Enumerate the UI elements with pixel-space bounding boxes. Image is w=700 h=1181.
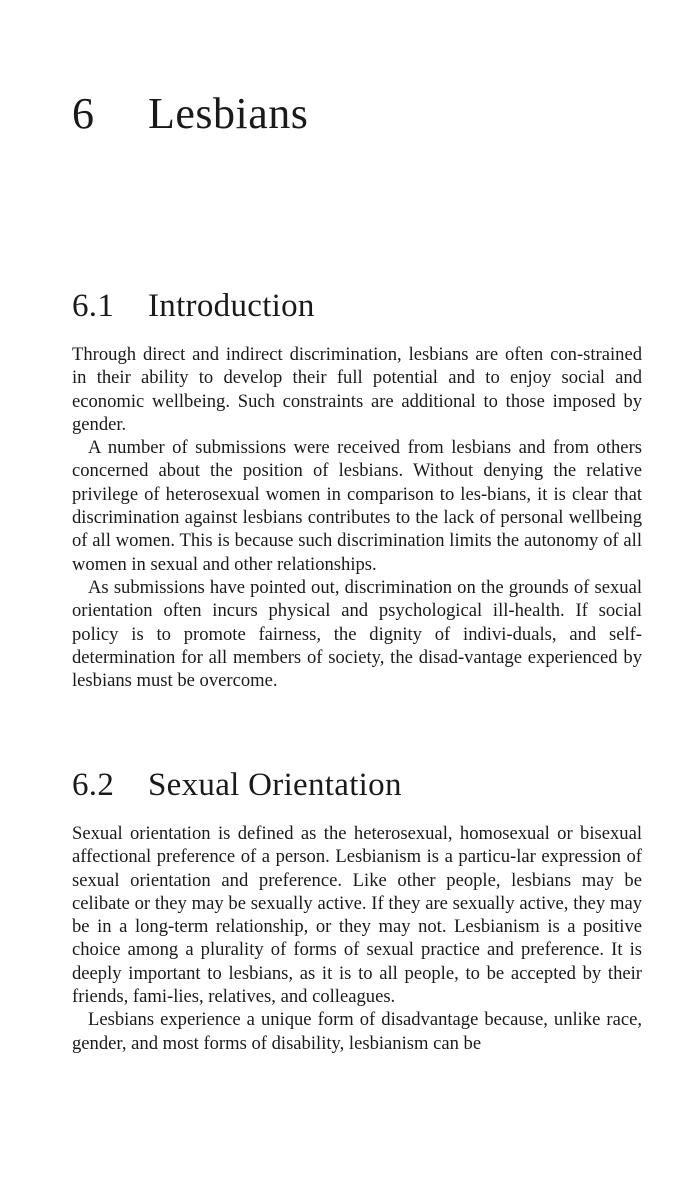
- chapter-heading: [72, 89, 309, 138]
- section-heading-introduction: [72, 290, 315, 323]
- paragraph: As submissions have pointed out, discrimination on the grounds of sexual orientation often incurs physical and psychological ill-health. If social policy is to promote fairness, the dignity of indivi-duals, and self-determination for all members of society, the disad-vantage experienced by lesbians must be overcome.: [72, 576, 642, 692]
- section-number: 6.1: [72, 288, 115, 324]
- chapter-number: 6: [72, 89, 95, 138]
- section-title: Introduction: [148, 288, 315, 324]
- paragraph: Sexual orientation is defined as the heterosexual, homosexual or bisexual affectional preference of a person. Lesbianism is a particu-lar expression of sexual orientation and preference. Like other people, lesbians may be celibate or they may be sexually active. If they are sexually active, they may be in a long-term relationship, or they may not. Lesbianism is a positive choice among a plurality of forms of sexual practice and preference. It is deeply important to lesbians, as it is to all people, to be accepted by their friends, fami-lies, relatives, and colleagues.: [72, 823, 642, 1008]
- section-body-introduction: [72, 343, 642, 692]
- section-number: 6.2: [72, 767, 115, 803]
- section-body-sexual-orientation: [72, 822, 642, 1055]
- paragraph: Lesbians experience a unique form of disadvantage because, unlike race, gender, and most forms of disability, lesbianism can be: [72, 1009, 642, 1054]
- section-heading-sexual-orientation: [72, 769, 402, 802]
- paragraph: Through direct and indirect discrimination, lesbians are often con-strained in their ability to develop their full potential and to enjoy social and economic wellbeing. Such constraints are additional to those imposed by gender.: [72, 344, 642, 435]
- section-title: Sexual Orientation: [148, 767, 402, 803]
- chapter-title: Lesbians: [148, 89, 309, 138]
- paragraph: A number of submissions were received from lesbians and from others concerned about the position of lesbians. Without denying the relative privilege of heterosexual women in comparison to les-bians, it is clear that discrimination against lesbians contributes to the lack of personal wellbeing of all women. This is because such discrimination limits the autonomy of all women in sexual and other relationships.: [72, 437, 642, 575]
